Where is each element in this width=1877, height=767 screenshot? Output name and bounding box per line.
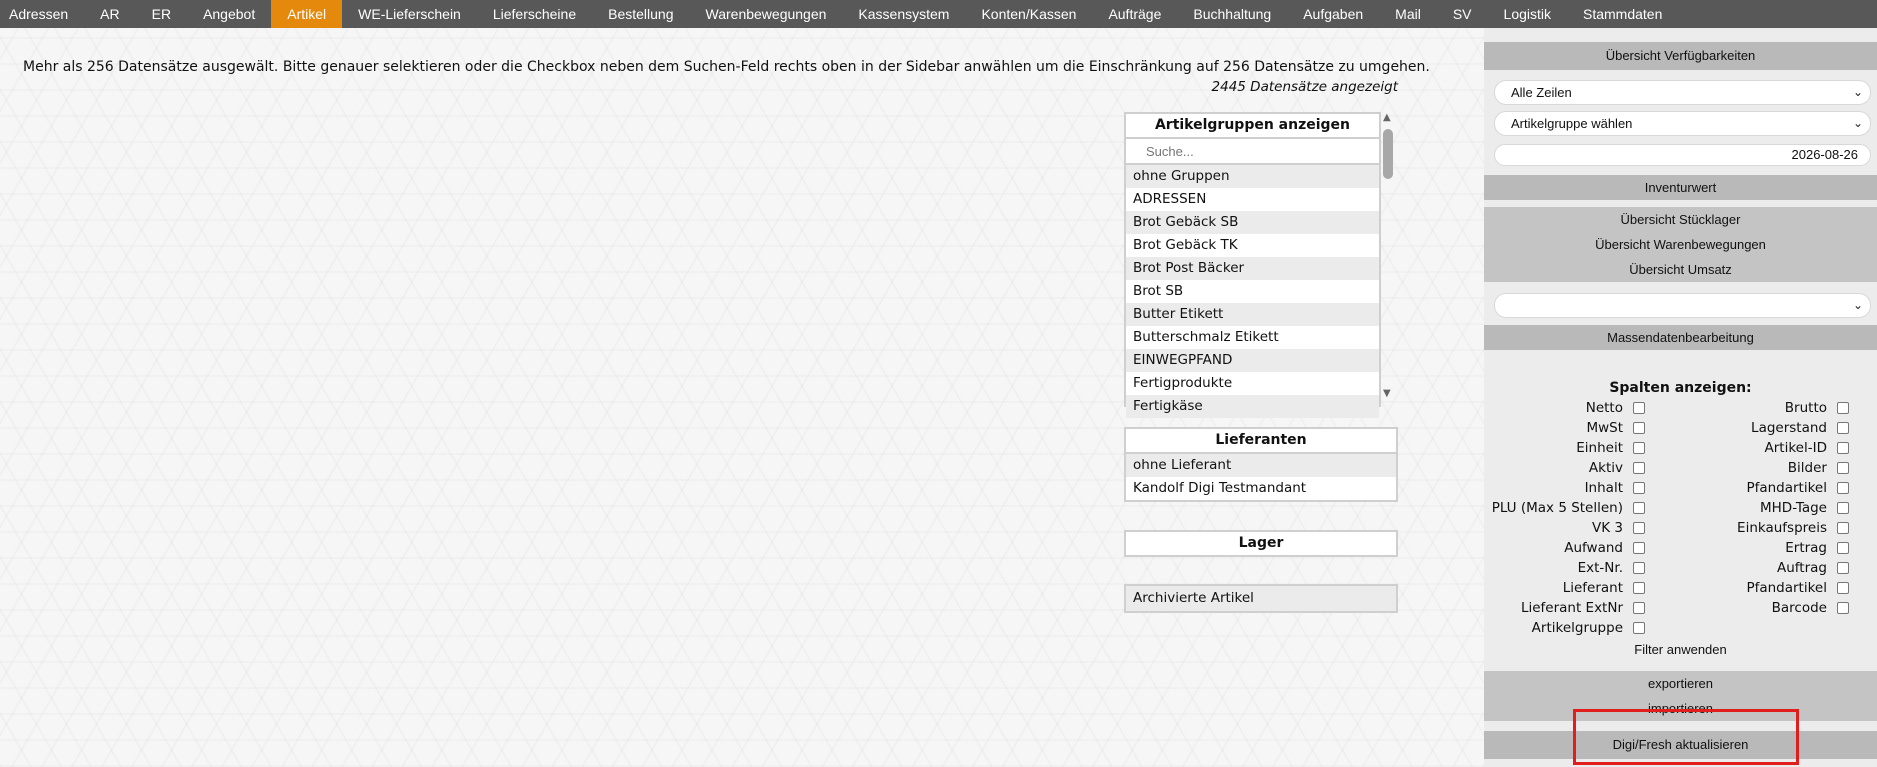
column-label: Artikelgruppe: [1531, 620, 1623, 636]
column-label: Netto: [1585, 400, 1623, 416]
nav-aufgaben[interactable]: Aufgaben: [1303, 6, 1364, 22]
column-label: Artikel-ID: [1764, 440, 1827, 456]
nav-stammdaten[interactable]: Stammdaten: [1583, 6, 1663, 22]
column-label: Aktiv: [1588, 460, 1623, 476]
checkbox[interactable]: [1633, 442, 1645, 454]
nav-ar[interactable]: AR: [100, 6, 120, 22]
inventory-value-button[interactable]: Inventurwert: [1484, 175, 1877, 200]
chevron-down-icon: ⌄: [1852, 116, 1863, 130]
supplier-item[interactable]: Kandolf Digi Testmandant: [1133, 480, 1307, 496]
mass-edit-button[interactable]: Massendatenbearbeitung: [1484, 325, 1877, 350]
nav-lieferscheine[interactable]: Lieferscheine: [492, 6, 577, 22]
column-toggle-artikelgruppe[interactable]: [1532, 618, 1645, 638]
group-item[interactable]: EINWEGPFAND: [1126, 349, 1379, 372]
highlight-annotation: [1573, 709, 1799, 765]
checkbox[interactable]: [1633, 482, 1645, 494]
archived-articles-item[interactable]: Archivierte Artikel: [1126, 586, 1396, 611]
checkbox[interactable]: [1837, 562, 1849, 574]
export-button[interactable]: exportieren: [1647, 676, 1714, 691]
checkbox[interactable]: [1633, 602, 1645, 614]
checkbox[interactable]: [1633, 562, 1645, 574]
nav-auftraege[interactable]: Aufträge: [1108, 6, 1162, 22]
column-label: Bilder: [1787, 460, 1827, 476]
checkbox[interactable]: [1633, 402, 1645, 414]
scroll-thumb[interactable]: [1383, 129, 1393, 179]
group-item[interactable]: ohne Gruppen: [1126, 165, 1379, 188]
article-groups-search-input[interactable]: [1126, 139, 1379, 165]
group-item[interactable]: Brot Gebäck TK: [1133, 237, 1238, 253]
column-toggle-mhd-tage[interactable]: [1760, 498, 1849, 518]
column-label: Brutto: [1784, 400, 1827, 416]
column-label: MwSt: [1586, 420, 1623, 436]
column-toggle-brutto[interactable]: [1785, 398, 1849, 418]
column-label: Pfandartikel: [1746, 480, 1827, 496]
warehouse-panel[interactable]: [1124, 530, 1398, 557]
apply-filter-button[interactable]: Filter anwenden: [1634, 642, 1727, 657]
column-toggle-mwst[interactable]: [1586, 418, 1645, 438]
selection-warning-message: Mehr als 256 Datensätze ausgewält. Bitte genauer selektieren oder die Checkbox neben dem Suchen-Feld rechts oben in der Sidebar anwählen um die Einschränkung auf 256 Datensätze zu umgehen.: [23, 59, 1430, 75]
nav-buchhaltung[interactable]: Buchhaltung: [1193, 6, 1272, 22]
scroll-down-icon[interactable]: ▼: [1383, 388, 1391, 399]
group-item[interactable]: Brot SB: [1133, 283, 1184, 299]
group-item[interactable]: ADRESSEN: [1133, 191, 1207, 207]
columns-title: Spalten anzeigen:: [1609, 380, 1752, 396]
column-label: Inhalt: [1584, 480, 1623, 496]
overview-stock-link[interactable]: Übersicht Stücklager: [1620, 212, 1741, 227]
nav-warenbewegungen[interactable]: Warenbewegungen: [705, 6, 827, 22]
rows-select-value: Alle Zeilen: [1511, 85, 1572, 100]
checkbox[interactable]: [1837, 422, 1849, 434]
checkbox[interactable]: [1837, 602, 1849, 614]
checkbox[interactable]: [1633, 522, 1645, 534]
overview-availability-button[interactable]: Übersicht Verfügbarkeiten: [1484, 42, 1877, 70]
article-group-select[interactable]: [1494, 111, 1871, 136]
checkbox[interactable]: [1837, 542, 1849, 554]
column-toggle-lieferant-extnr[interactable]: [1521, 598, 1645, 618]
checkbox[interactable]: [1633, 462, 1645, 474]
overview-revenue-link[interactable]: Übersicht Umsatz: [1629, 262, 1732, 277]
group-item[interactable]: Fertigprodukte: [1133, 375, 1233, 391]
checkbox[interactable]: [1837, 522, 1849, 534]
column-toggle-artikel-id[interactable]: [1765, 438, 1849, 458]
column-toggle-ertrag[interactable]: [1785, 538, 1849, 558]
scroll-up-icon[interactable]: ▲: [1383, 112, 1391, 123]
checkbox[interactable]: [1837, 582, 1849, 594]
checkbox[interactable]: [1633, 422, 1645, 434]
nav-mail[interactable]: Mail: [1395, 6, 1421, 22]
suppliers-panel: [1124, 427, 1398, 502]
column-toggle-netto[interactable]: [1586, 398, 1645, 418]
digi-fresh-update-button[interactable]: Digi/Fresh aktualisieren: [1484, 731, 1877, 759]
column-label: Pfandartikel: [1746, 580, 1827, 596]
archived-articles-panel: [1124, 584, 1398, 613]
column-toggle-pfandartikel-2[interactable]: [1746, 578, 1849, 598]
overview-group: [1484, 207, 1877, 282]
column-toggle-bilder[interactable]: [1788, 458, 1849, 478]
checkbox[interactable]: [1633, 582, 1645, 594]
empty-select[interactable]: [1494, 293, 1871, 318]
column-label: Lieferant ExtNr: [1520, 600, 1623, 616]
column-label: Barcode: [1771, 600, 1827, 616]
rows-select[interactable]: [1494, 80, 1871, 105]
group-item[interactable]: Fertigkäse: [1126, 395, 1379, 418]
checkbox[interactable]: [1633, 542, 1645, 554]
column-toggle-lieferant[interactable]: [1563, 578, 1645, 598]
group-item[interactable]: Butter Etikett: [1126, 303, 1379, 326]
column-toggle-ext-nr[interactable]: [1578, 558, 1645, 578]
overview-movements-link[interactable]: Übersicht Warenbewegungen: [1595, 237, 1766, 252]
date-input[interactable]: 2026-08-26: [1494, 144, 1871, 166]
article-groups-scrollbar[interactable]: [1381, 112, 1395, 402]
checkbox[interactable]: [1837, 462, 1849, 474]
import-button[interactable]: importieren: [1647, 701, 1714, 716]
checkbox[interactable]: [1837, 502, 1849, 514]
nav-er[interactable]: ER: [151, 6, 172, 22]
column-toggle-einkaufspreis[interactable]: [1737, 518, 1849, 538]
group-item[interactable]: Brot Gebäck SB: [1126, 211, 1379, 234]
column-label: Ertrag: [1785, 540, 1827, 556]
column-toggle-aktiv[interactable]: [1589, 458, 1645, 478]
warehouse-title: Lager: [1126, 532, 1396, 555]
column-toggle-aufwand[interactable]: [1564, 538, 1645, 558]
column-label: Einheit: [1576, 440, 1623, 456]
column-label: Ext-Nr.: [1577, 560, 1623, 576]
nav-we-lieferschein[interactable]: WE-Lieferschein: [358, 6, 461, 22]
supplier-item[interactable]: ohne Lieferant: [1126, 454, 1396, 477]
group-item[interactable]: Butterschmalz Etikett: [1133, 329, 1279, 345]
nav-angebot[interactable]: Angebot: [203, 6, 256, 22]
suppliers-title: Lieferanten: [1126, 429, 1396, 454]
nav-konten-kassen[interactable]: Konten/Kassen: [981, 6, 1077, 22]
nav-bestellung[interactable]: Bestellung: [608, 6, 674, 22]
column-label: MHD-Tage: [1760, 500, 1827, 516]
group-item[interactable]: Brot Post Bäcker: [1126, 257, 1379, 280]
column-label: Einkaufspreis: [1737, 520, 1827, 536]
column-label: Aufwand: [1564, 540, 1623, 556]
chevron-down-icon: ⌄: [1852, 298, 1863, 312]
checkbox[interactable]: [1633, 502, 1645, 514]
checkbox[interactable]: [1837, 442, 1849, 454]
column-toggle-inhalt[interactable]: [1585, 478, 1645, 498]
column-toggle-auftrag[interactable]: [1777, 558, 1849, 578]
column-label: VK 3: [1592, 520, 1623, 536]
column-toggle-lagerstand[interactable]: [1751, 418, 1849, 438]
nav-artikel[interactable]: Artikel: [271, 0, 342, 28]
nav-logistik[interactable]: Logistik: [1503, 6, 1551, 22]
nav-adressen[interactable]: Adressen: [9, 6, 69, 22]
article-groups-panel: [1124, 112, 1381, 414]
column-label: Auftrag: [1777, 560, 1827, 576]
top-navigation: [0, 0, 1877, 28]
column-label: Lieferant: [1562, 580, 1623, 596]
checkbox[interactable]: [1837, 482, 1849, 494]
chevron-down-icon: ⌄: [1852, 85, 1863, 99]
column-label: Lagerstand: [1751, 420, 1827, 436]
checkbox[interactable]: [1633, 622, 1645, 634]
article-group-select-value: Artikelgruppe wählen: [1511, 116, 1633, 131]
checkbox[interactable]: [1837, 402, 1849, 414]
column-toggle-barcode[interactable]: [1772, 598, 1849, 618]
column-toggle-einheit[interactable]: [1576, 438, 1645, 458]
nav-kassensystem[interactable]: Kassensystem: [858, 6, 950, 22]
article-groups-list: [1126, 165, 1379, 414]
column-label: PLU (Max 5 Stellen): [1491, 500, 1623, 516]
nav-sv[interactable]: SV: [1452, 6, 1472, 22]
column-toggle-pfandartikel[interactable]: [1746, 478, 1849, 498]
sidebar: [1484, 28, 1877, 767]
column-toggle-vk3[interactable]: [1592, 518, 1645, 538]
article-groups-title: Artikelgruppen anzeigen: [1126, 114, 1379, 139]
record-count: 2445 Datensätze angezeigt: [1211, 79, 1398, 95]
column-toggle-plu[interactable]: [1492, 498, 1645, 518]
